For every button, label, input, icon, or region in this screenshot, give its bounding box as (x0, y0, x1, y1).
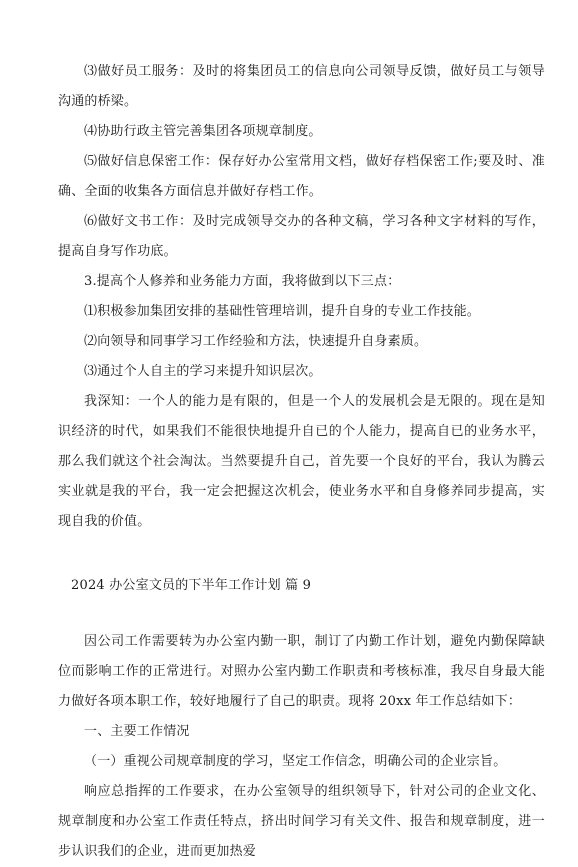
paragraph-self-study: ⑶通过个人自主的学习来提升知识层次。 (84, 364, 322, 379)
paragraph-learn-from-colleagues: ⑵向领导和同事学习工作经验和方法，快速提升自身素质。 (84, 334, 428, 349)
paragraph-reflection: 我深知：一个人的能力是有限的，但是一个人的发展机会是无限的。现在是知识经济的时代，如果我们不能很快地提升自已的个人能力，提高自已的业务水平，那么我们就这个社会淘汰。当然要提升自己，首先要一个良好的平台，我认为腾云实业就是我的平台，我一定会把握这次机会，使业务水平和自身修养同步提高，实现自我的价值。 (58, 394, 545, 529)
paragraph-rules-assist: ⑷协助行政主管完善集团各项规章制度。 (84, 124, 322, 139)
paragraph-confidentiality: ⑸做好信息保密工作：保存好办公室常用文档，做好存档保密工作;要及时、准确、全面的收集各方面信息并做好存档工作。 (58, 154, 545, 199)
section-title: 2024 办公室文员的下半年工作计划 篇 9 (71, 578, 312, 593)
heading-main-work: 一、主要工作情况 (84, 724, 190, 739)
paragraph-employee-service: ⑶做好员工服务：及时的将集团员工的信息向公司领导反馈，做好员工与领导沟通的桥梁。 (58, 64, 545, 109)
paragraph-training: ⑴积极参加集团安排的基础性管理培训，提升自身的专业工作技能。 (84, 304, 481, 319)
paragraph-intro: 因公司工作需要转为办公室内勤一职，制订了内勤工作计划，避免内勤保障缺位而影响工作的正常进行。对照办公室内勤工作职责和考核标准，我尽自身最大能力做好各项本职工作，较好地履行了自己的职责。现将 20xx 年工作总结如下： (58, 634, 545, 709)
paragraph-documents: ⑹做好文书工作：及时完成领导交办的各种文稿，学习各种文字材料的写作，提高自身写作功底。 (58, 214, 545, 259)
paragraph-self-improvement-heading: 3.提高个人修养和业务能力方面，我将做到以下三点： (84, 274, 401, 289)
paragraph-respond-requirements: 响应总指挥的工作要求，在办公室领导的组织领导下，针对公司的企业文化、规章制度和办公室工作责任特点，挤出时间学习有关文件、报告和规章制度，进一步认识我们的企业，进而更加热爱 (58, 784, 545, 859)
subheading-rules-study: （一）重视公司规章制度的学习，坚定工作信念，明确公司的企业宗旨。 (84, 754, 507, 769)
